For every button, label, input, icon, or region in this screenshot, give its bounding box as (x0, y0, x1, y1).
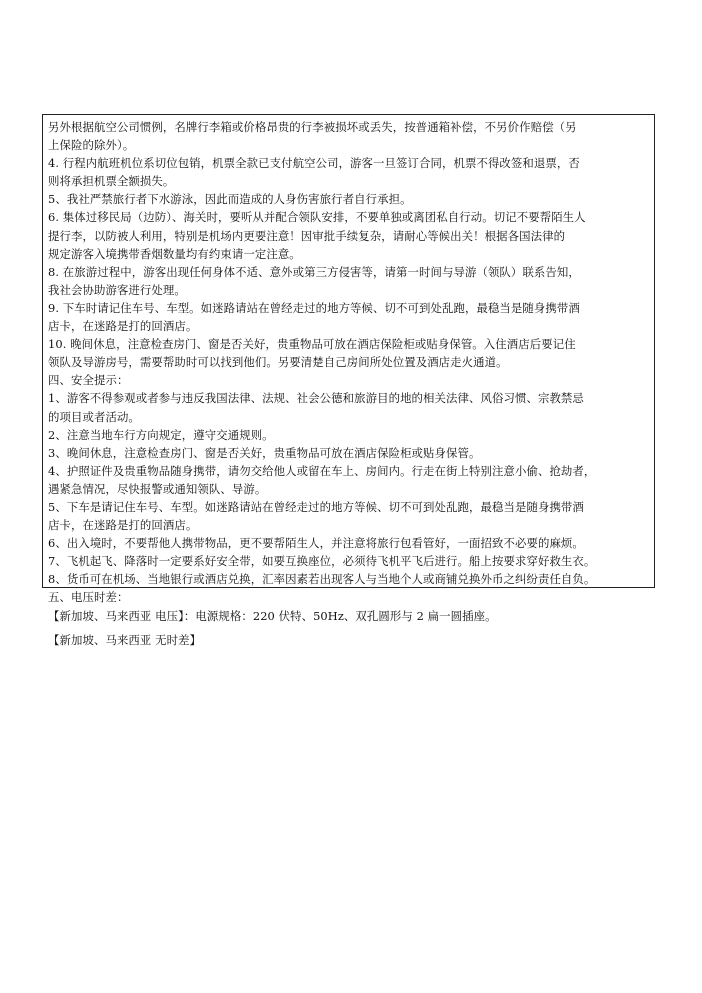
document-content-box (42, 114, 655, 647)
voltage-info: 【新加坡、马来西亚 电压】：电源规格：220 伏特、50Hz、双孔圆形与 2 扁一圆插座。 (48, 608, 497, 623)
text-line-2: 上保险的除外）。 (48, 138, 135, 153)
text-line-14: 领队及导游房号，需要帮助时可以找到他们。另要清楚自己房间所处位置及酒店走火通道。 (48, 355, 508, 370)
text-line-20: 4、护照证件及贵重物品随身携带，请勿交给他人或留在车上、房间内。行走在街上特别注意小偷、抢劫者， (48, 463, 596, 478)
text-line-18: 2、注意当地车行方向规定，遵守交通规则。 (48, 427, 274, 442)
text-line-17: 的项目或者活动。 (48, 409, 140, 424)
text-line-13: 10. 晚间休息，注意检查房门、窗是否关好，贵重物品可放在酒店保险柜或贴身保管。入住酒店后要记住 (48, 337, 576, 352)
timezone-info: 【新加坡、马来西亚 无时差】 (48, 632, 202, 647)
text-line-9: 8. 在旅游过程中，游客出现任何身体不适、意外或第三方侵害等，请第一时间与导游（领队）联系告知， (48, 264, 580, 279)
text-line-5: 5、我社严禁旅行者下水游泳，因此而造成的人身伤害旅行者自行承担。 (48, 192, 412, 207)
text-line-3: 4. 行程内航班机位系切位包销，机票全款已支付航空公司，游客一旦签订合同，机票不得改签和退票，否 (48, 156, 580, 171)
text-line-7: 提行李，以防被人利用，特别是机场内更要注意！因审批手续复杂，请耐心等候出关！根据各国法律的 (48, 228, 566, 243)
text-line-6: 6. 集体过移民局（边防）、海关时，要听从并配合领队安排，不要单独或离团私自行动。切记不要帮陌生人 (48, 210, 586, 225)
text-line-11: 9. 下车时请记住车号、车型。如迷路请站在曾经走过的地方等候、切不可到处乱跑，最稳当是随身携带酒 (48, 300, 580, 315)
text-line-10: 我社会协助游客进行处理。 (48, 282, 186, 297)
text-line-1: 另外根据航空公司惯例，名牌行李箱或价格昂贵的行李被损坏或丢失，按普通箱补偿，不另价作赔偿（另 (48, 120, 577, 134)
text-line-12: 店卡，在迷路是打的回酒店。 (48, 319, 198, 334)
text-line-23: 店卡，在迷路是打的回酒店。 (48, 518, 198, 533)
text-line-8: 规定游客入境携带香烟数量均有约束请一定注意。 (48, 246, 301, 261)
text-line-19: 3、晚间休息，注意检查房门、窗是否关好，贵重物品可放在酒店保险柜或贴身保管。 (48, 445, 481, 460)
text-line-24: 6、出入境时，不要帮他人携带物品，更不要帮陌生人，并注意将旅行包看管好，一面招致不必要的麻烦。 (48, 536, 584, 551)
text-line-21: 遇紧急情况，尽快报警或通知领队、导游。 (48, 481, 267, 496)
text-line-22: 5、下车是请记住车号、车型。如迷路请站在曾经走过的地方等候、切不可到处乱跑，最稳当是随身携带酒 (48, 499, 584, 514)
text-line-25: 7、飞机起飞、降落时一定要系好安全带，如要互换座位，必须待飞机平飞后进行。船上按要求穿好救生衣。 (48, 554, 596, 569)
text-line-4: 则将承担机票全额损失。 (48, 174, 175, 189)
text-line-16: 1、游客不得参观或者参与违反我国法律、法规、社会公德和旅游目的地的相关法律、风俗习惯、宗教禁忌 (48, 391, 584, 406)
section-heading-voltage: 五、电压时差： (48, 590, 129, 605)
text-line-26: 8、货币可在机场、当地银行或酒店兑换，汇率因素若出现客人与当地个人或商铺兑换外币之纠纷责任自负。 (48, 572, 596, 587)
section-heading-safety: 四、安全提示： (48, 373, 129, 388)
